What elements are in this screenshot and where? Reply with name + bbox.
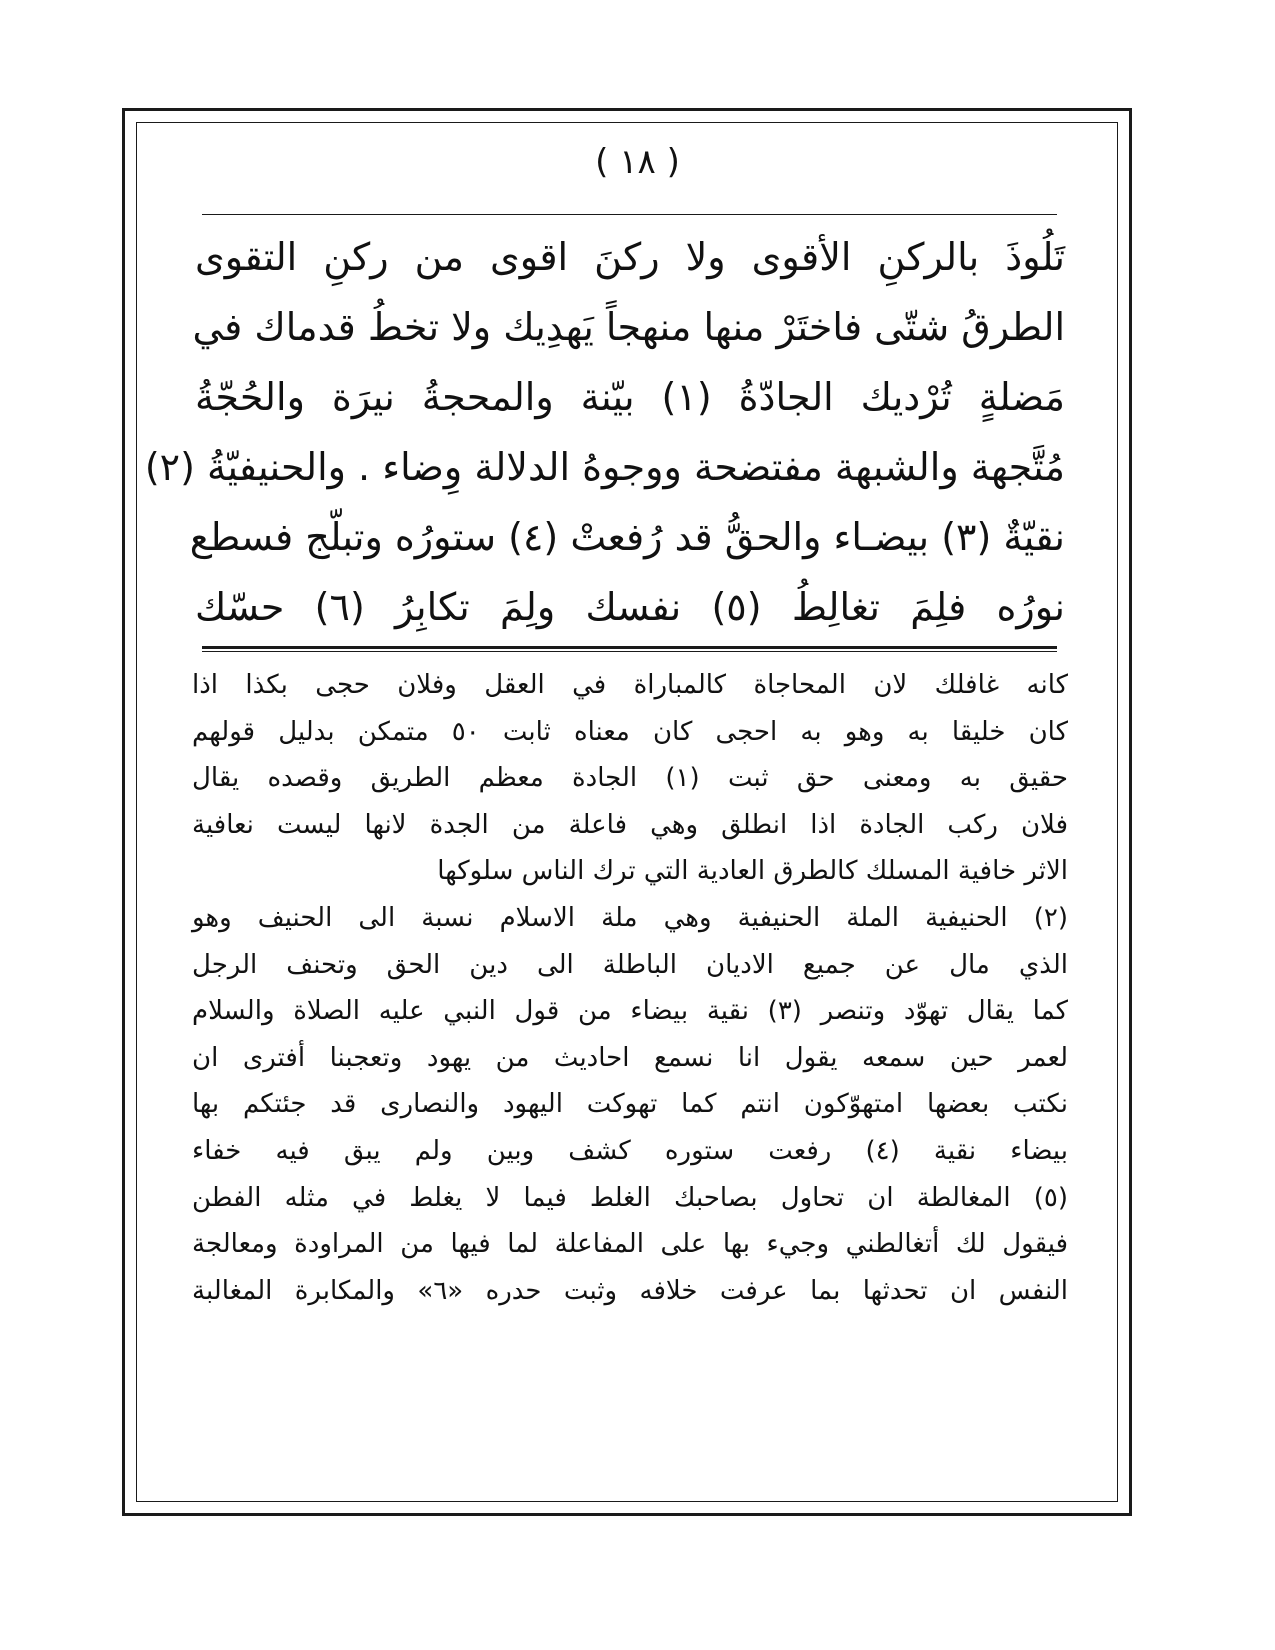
- footnote-line: حقيق به ومعنى حق ثبت (١) الجادة معظم الطريق وقصده يقال: [192, 763, 1068, 794]
- main-text-line: تَلُوذَ بالركنِ الأقوى ولا ركنَ اقوى من ركنِ التقوى: [195, 235, 1065, 279]
- footnote-line: فيقول لك أتغالطني وجيء بها على المفاعلة لما فيها من المراودة ومعالجة: [192, 1229, 1068, 1260]
- header-rule: [202, 214, 1057, 215]
- footnote-line: الاثر خافية المسلك كالطرق العادية التي ترك الناس سلوكها: [437, 856, 1068, 887]
- footnotes-block: [192, 662, 1068, 1314]
- footnote-line: كان خليقا به وهو به احجى كان معناه ثابت ٥٠ متمكن بدليل قولهم: [192, 716, 1068, 747]
- main-text-line: مُتَّجهة والشبهة مفتضحة ووجوهُ الدلالة وِضاء . والحنيفيّةُ (٢): [144, 445, 1065, 489]
- main-text-block: [144, 222, 1066, 642]
- main-text-line: مَضلةٍ تُرْديك الجادّةُ (١) بيّنة والمحجةُ نيرَة والحُجّةُ: [195, 375, 1066, 419]
- footnote-line: الذي مال عن جميع الاديان الباطلة الى دين الحق وتحنف الرجل: [192, 949, 1068, 980]
- main-text-line: نورُه فلِمَ تغالِطُ (٥) نفسك ولِمَ تكابِرُ (٦) حسّك: [195, 585, 1065, 629]
- main-text-line: الطرقُ شتّى فاختَرْ منها منهجاً يَهدِيك ولا تخطُ قدماك في: [192, 305, 1065, 349]
- main-text-line: نقيّةٌ (٣) بيضـاء والحقُّ قد رُفعتْ (٤) ستورُه وتبلّج فسطع: [189, 515, 1065, 559]
- footnote-line: لعمر حين سمعه يقول انا نسمع احاديث من يهود وتعجبنا أفترى ان: [192, 1042, 1068, 1073]
- footnote-line: كما يقال تهوّد وتنصر (٣) نقية بيضاء من قول النبي عليه الصلاة والسلام: [192, 996, 1068, 1027]
- footnote-line: (٥) المغالطة ان تحاول بصاحبك الغلط فيما لا يغلط في مثله الفطن: [192, 1182, 1068, 1213]
- footnote-line: فلان ركب الجادة اذا انطلق وهي فاعلة من الجدة لانها ليست نعافية: [192, 809, 1068, 840]
- footnote-line: بيضاء نقية (٤) رفعت ستوره كشف وبين ولم يبق فيه خفاء: [192, 1135, 1069, 1166]
- footnote-separator-rule-thin: [202, 651, 1057, 652]
- footnote-separator-rule: [202, 646, 1057, 649]
- footnote-line: نكتب بعضها امتهوّكون انتم كما تهوكت اليهود والنصارى قد جئتكم بها: [192, 1089, 1068, 1120]
- footnote-line: كانه غافلك لان المحاجاة كالمباراة في العقل وفلان حجى بكذا اذا: [192, 670, 1068, 700]
- footnote-line: النفس ان تحدثها بما عرفت خلافه وثبت حدره «٦» والمكابرة المغالبة: [192, 1275, 1068, 1306]
- footnote-line: (٢) الحنيفية الملة الحنيفية وهي ملة الاسلام نسبة الى الحنيف وهو: [192, 902, 1068, 933]
- page-number: ( ١٨ ): [595, 142, 680, 182]
